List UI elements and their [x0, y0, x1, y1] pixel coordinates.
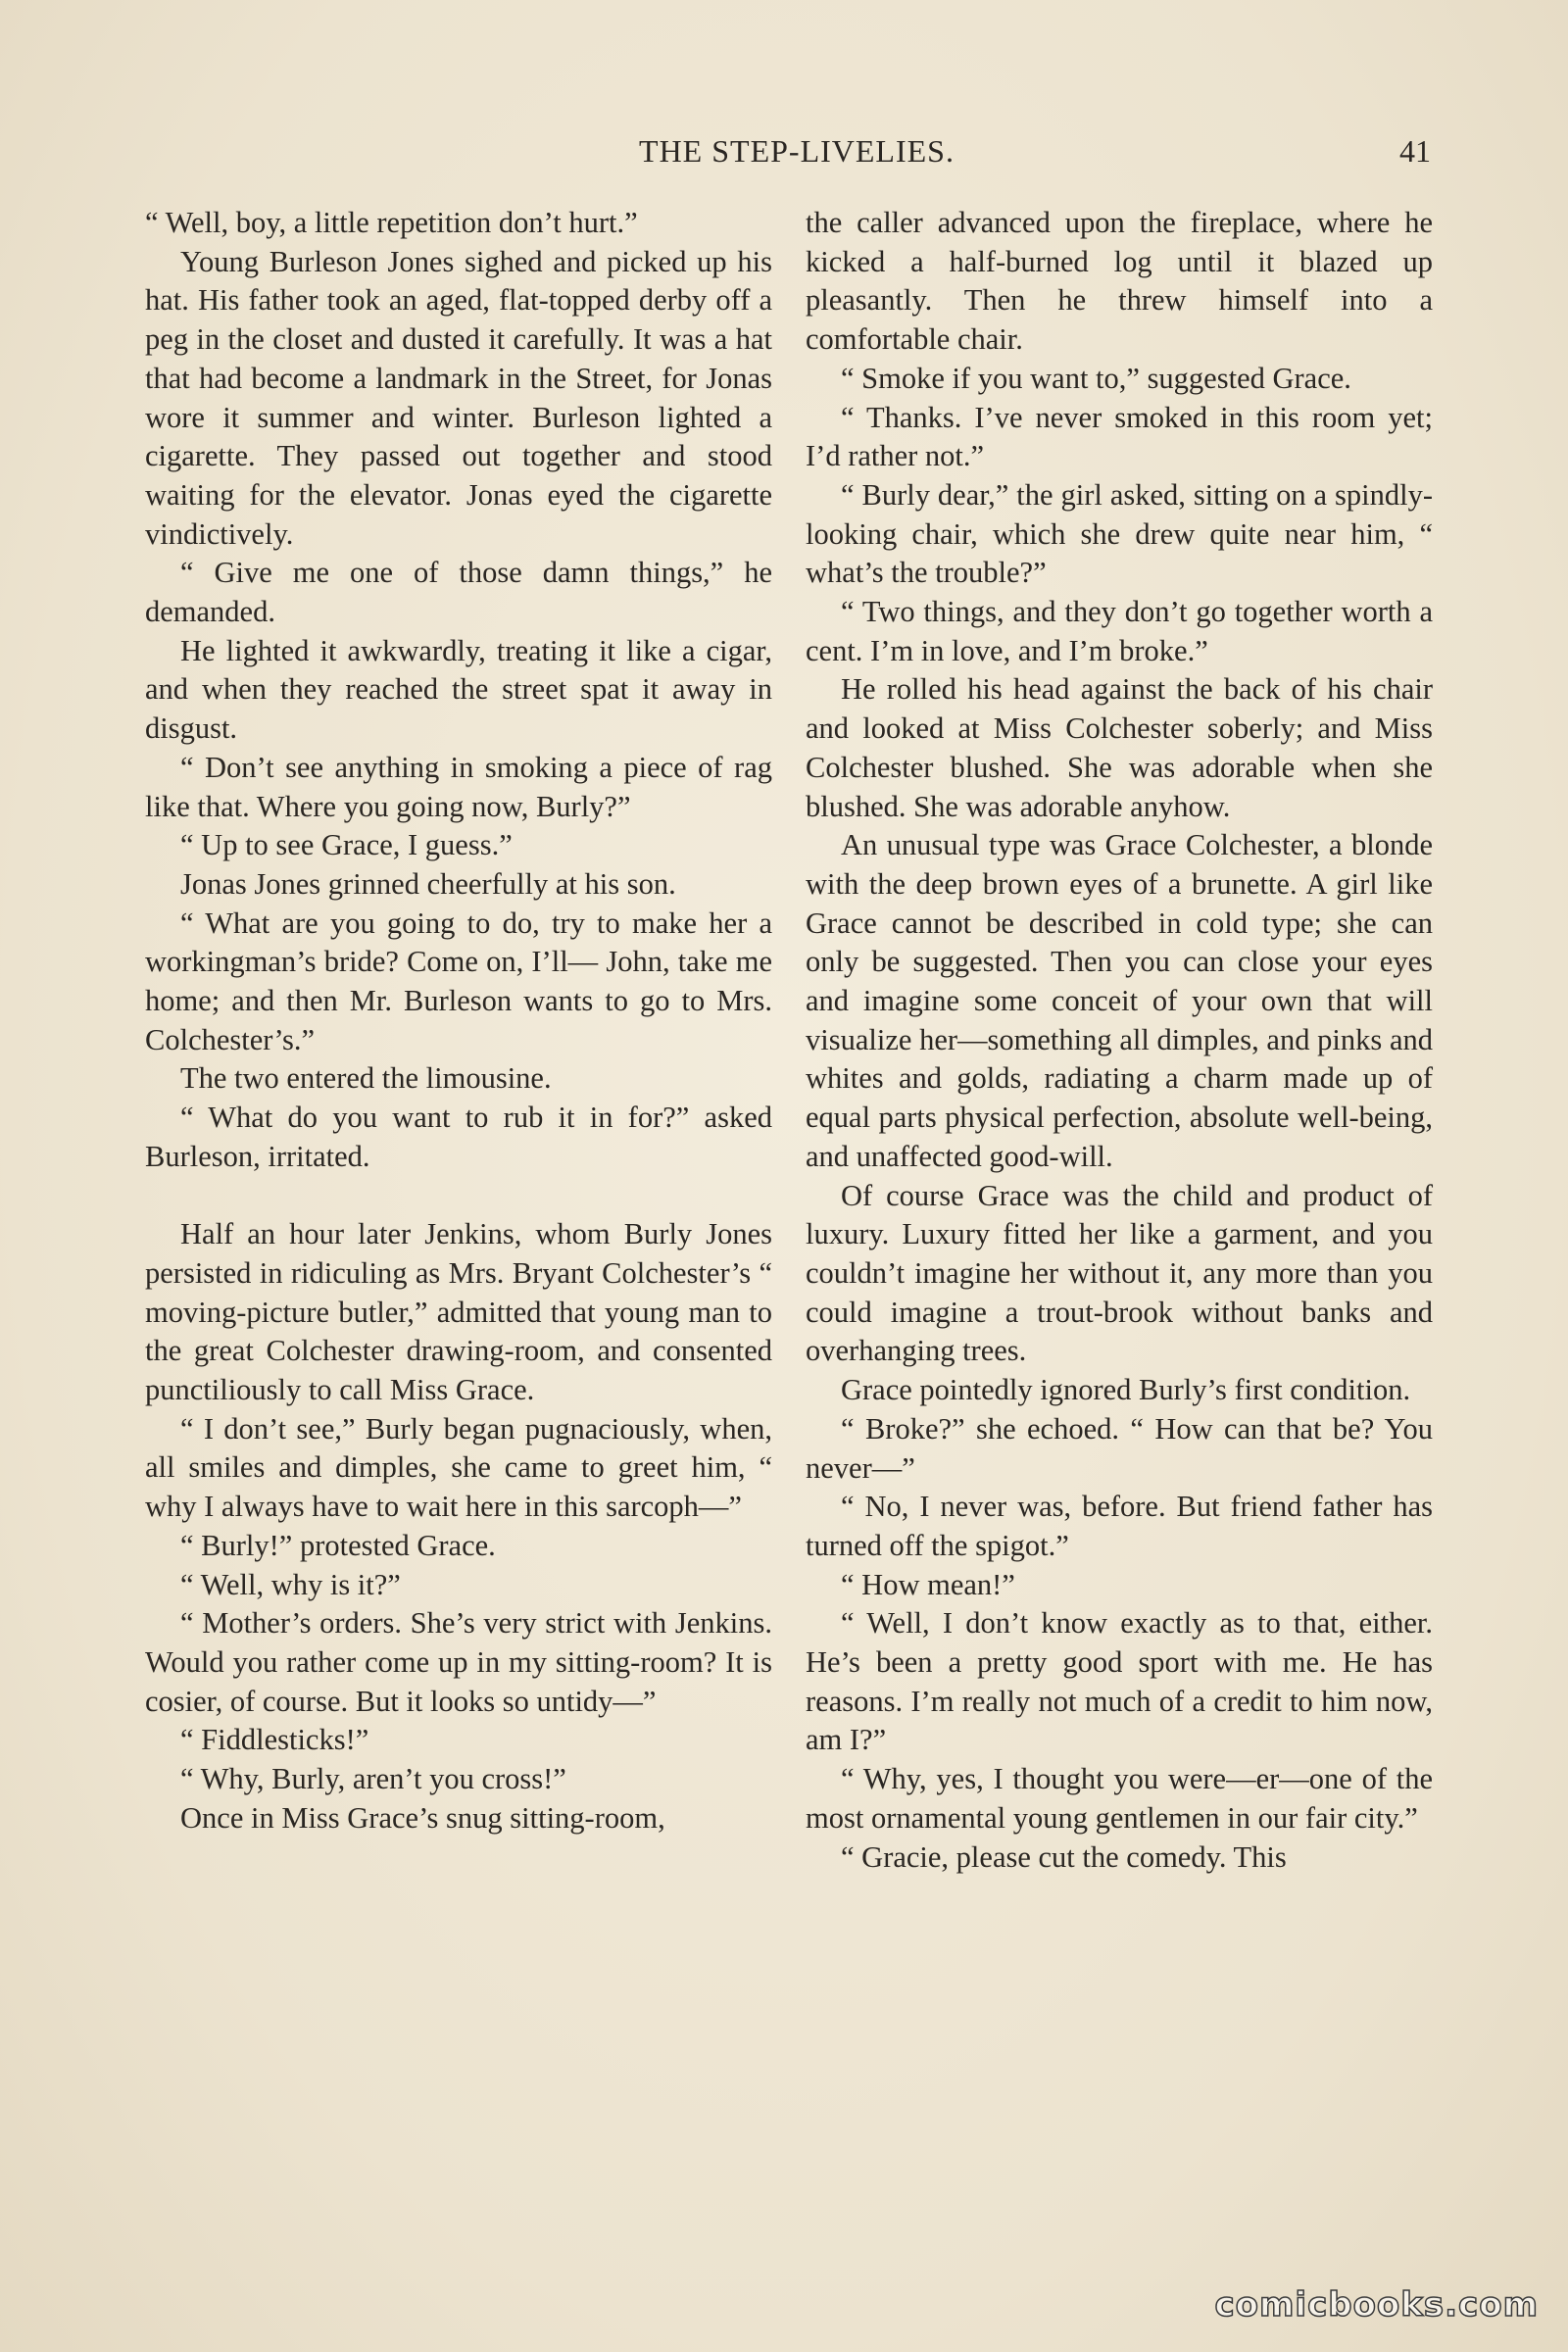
paragraph: Of course Grace was the child and product of luxury. Luxury fitted her like a garment, and you couldn’t imagine her without it, any more than you could imagine a trout-brook without banks and overhanging trees.	[806, 1178, 1433, 1368]
paragraph: “ Broke?” she echoed. “ How can that be? You never—”	[806, 1411, 1433, 1485]
paragraph: “ Smoke if you want to,” suggested Grace.	[841, 361, 1351, 395]
paragraph: “ Give me one of those damn things,” he demanded.	[145, 556, 772, 629]
paragraph: “ Fiddlesticks!”	[180, 1723, 369, 1757]
paragraph: Once in Miss Grace’s snug sitting-room,	[180, 1800, 665, 1835]
paragraph: The two entered the limousine.	[180, 1061, 552, 1096]
paragraph: He lighted it awkwardly, treating it like a cigar, and when they reached the street spat it away in disgust.	[145, 633, 772, 746]
paragraph: “ I don’t see,” Burly began pugnaciously, when, all smiles and dimples, she came to greet him, “ why I always have to wait here in this sarcoph—”	[145, 1411, 772, 1524]
paragraph: “ Well, boy, a little repetition don’t hurt.”	[145, 206, 638, 239]
paragraph: “ What do you want to rub it in for?” asked Burleson, irritated.	[145, 1101, 772, 1173]
paragraph: “ How mean!”	[841, 1567, 1015, 1601]
paragraph: “ Up to see Grace, I guess.”	[180, 828, 513, 862]
paragraph: “ Why, yes, I thought you were—er—one of the most ornamental young gentlemen in our fair city.”	[806, 1762, 1433, 1835]
paragraph: Young Burleson Jones sighed and picked up his hat. His father took an aged, flat-topped derby off a peg in the closet and dusted it carefully. It was a hat that had become a landmark in the Street, for Jonas wore it summer and winter. Burleson lighted a cigarette. They passed out together and stood waiting for the elevator. Jonas eyed the cigarette vindictively.	[145, 244, 772, 551]
right-column	[806, 204, 1433, 1877]
paragraph: “ No, I never was, before. But friend father has turned off the spigot.”	[806, 1490, 1433, 1562]
paragraph: “ Thanks. I’ve never smoked in this room yet; I’d rather not.”	[806, 400, 1433, 473]
paragraph: “ Gracie, please cut the comedy. This	[841, 1839, 1287, 1874]
paragraph: “ Mother’s orders. She’s very strict with Jenkins. Would you rather come up in my sitting-room? It is cosier, of course. But it looks so untidy—”	[145, 1606, 772, 1718]
paragraph: Jonas Jones grinned cheerfully at his son.	[180, 866, 676, 901]
paragraph: “ Burly!” protested Grace.	[180, 1528, 496, 1562]
paragraph: An unusual type was Grace Colchester, a blonde with the deep brown eyes of a brunette. A girl like Grace cannot be described in cold type; she can only be suggested. Then you can close your eyes and imagine some conceit of your own that will visualize her—something all dimples, and pinks and whites and golds, radiating a charm made up of equal parts physical perfection, absolute well-being, and unaffected good-will.	[806, 828, 1433, 1173]
paragraph: “ Well, why is it?”	[180, 1567, 401, 1601]
page-number: 41	[1399, 133, 1431, 169]
running-title: THE STEP-LIVELIES.	[639, 133, 955, 169]
paragraph: Half an hour later Jenkins, whom Burly Jones persisted in ridiculing as Mrs. Bryant Colchester’s “ moving-picture butler,” admitted that young man to the great Colchester drawing-room, and consented punctiliously to call Miss Grace.	[145, 1217, 772, 1407]
watermark-logo: comicbooks.com	[1214, 2285, 1539, 2325]
paragraph: “ Why, Burly, aren’t you cross!”	[180, 1762, 566, 1796]
paragraph: “ Don’t see anything in smoking a piece of rag like that. Where you going now, Burly?”	[145, 750, 772, 823]
paragraph: “ Well, I don’t know exactly as to that, either. He’s been a pretty good sport with me. He has reasons. I’m really not much of a credit to him now, am I?”	[806, 1606, 1433, 1757]
paragraph: “ What are you going to do, try to make her a workingman’s bride? Come on, I’ll— John, take me home; and then Mr. Burleson wants to go to Mrs. Colchester’s.”	[145, 906, 772, 1056]
running-head	[145, 133, 1448, 172]
paragraph: “ Burly dear,” the girl asked, sitting on a spindly-looking chair, which she drew quite near him, “ what’s the trouble?”	[806, 477, 1433, 590]
paragraph: “ Two things, and they don’t go together worth a cent. I’m in love, and I’m broke.”	[806, 595, 1433, 667]
paragraph: He rolled his head against the back of his chair and looked at Miss Colchester soberly; and Miss Colchester blushed. She was adorable when she blushed. She was adorable anyhow.	[806, 672, 1433, 823]
paragraph: Grace pointedly ignored Burly’s first condition.	[841, 1373, 1411, 1407]
paragraph: the caller advanced upon the fireplace, where he kicked a half-burned log until it blazed up pleasantly. Then he threw himself into a comfortable chair.	[806, 206, 1433, 357]
left-column	[145, 204, 772, 1838]
